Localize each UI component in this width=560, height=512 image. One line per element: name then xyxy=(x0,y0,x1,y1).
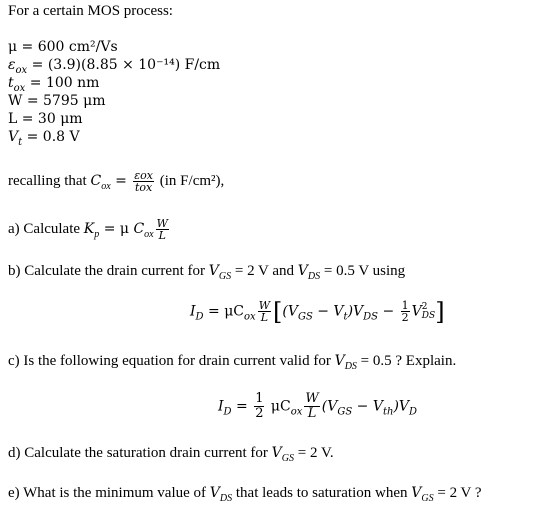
equation-c xyxy=(218,392,417,422)
question-b-vds-sub: DS xyxy=(307,271,321,282)
question-d xyxy=(8,444,334,468)
question-a-cox: C xyxy=(133,220,145,237)
question-e-vds: V xyxy=(209,485,220,501)
cox-symbol: C xyxy=(90,172,102,189)
question-d-vgs-sub: GS xyxy=(281,453,295,464)
eq-b-vds2-sup: 2 xyxy=(421,301,428,312)
question-c-vds-sub: DS xyxy=(344,361,357,372)
eq-c-cox-sub: ox xyxy=(290,406,303,418)
tox-value: = 100 nm xyxy=(25,75,100,91)
question-e xyxy=(8,484,482,508)
question-d-rest: = 2 V. xyxy=(294,445,334,461)
question-e-rest: = 2 V ? xyxy=(433,485,482,501)
recalling-equals: = xyxy=(110,172,132,189)
eq-c-half xyxy=(254,392,264,421)
question-b-mid2: = 0.5 V using xyxy=(320,263,406,279)
question-e-vgs-sub: GS xyxy=(421,493,434,504)
question-b-label: b) Calculate the drain current for xyxy=(8,263,209,279)
recalling-line xyxy=(8,170,224,196)
eq-b-inner-sub2: t xyxy=(343,311,348,323)
eq-c-half-den: 2 xyxy=(255,406,264,421)
question-a-fraction xyxy=(156,218,169,241)
eq-c-sub3: D xyxy=(409,406,418,418)
kp-symbol: K xyxy=(83,220,95,237)
cox-subscript: ox xyxy=(101,180,111,192)
question-a-mid: = μ xyxy=(99,220,134,237)
eq-b-id: I xyxy=(190,303,196,320)
eq-b-id-sub: D xyxy=(195,311,204,323)
question-c-rest: = 0.5 ? Explain. xyxy=(356,353,457,369)
eq-c-close: )V xyxy=(393,398,410,415)
question-a-label: a) Calculate xyxy=(8,220,84,237)
question-c-label: c) Is the following equation for drain current valid for xyxy=(8,353,335,369)
eq-c-id-sub: D xyxy=(223,406,232,418)
question-b-mid1: = 2 V and xyxy=(231,263,298,279)
question-b-vgs: V xyxy=(208,263,219,279)
eps-symbol: ε xyxy=(8,57,16,73)
eq-c-paren: (V xyxy=(321,398,338,415)
eq-b-vds2-sub: DS xyxy=(421,310,436,321)
question-e-label: e) What is the minimum value of xyxy=(8,485,210,501)
kp-subscript: p xyxy=(94,228,100,240)
question-e-mid: that leads to saturation when xyxy=(232,485,412,501)
question-a xyxy=(8,218,171,244)
cox-fraction-denominator: tox xyxy=(135,181,153,194)
eq-b-inner3: )V xyxy=(347,303,364,320)
eq-c-denominator: L xyxy=(307,406,317,421)
eq-b-half-num: 1 xyxy=(401,299,409,312)
question-e-vgs: V xyxy=(411,485,422,501)
eq-b-numerator: W xyxy=(258,299,270,312)
eq-c-id: I xyxy=(218,398,224,415)
tox-subscript: ox xyxy=(13,83,26,94)
cox-fraction xyxy=(133,170,154,193)
eq-b-right-bracket: ] xyxy=(435,297,445,326)
eq-b-vds2-scripts xyxy=(422,303,435,321)
question-b-vgs-sub: GS xyxy=(218,271,232,282)
eq-c-half-num: 1 xyxy=(255,391,264,406)
question-d-vgs: V xyxy=(271,445,282,461)
intro-text: For a certain MOS process: xyxy=(8,3,173,19)
question-e-vds-sub: DS xyxy=(219,493,233,504)
vt-symbol: V xyxy=(8,129,19,145)
vt-subscript: t xyxy=(18,137,23,148)
question-c-vds: V xyxy=(334,353,345,369)
eps-subscript: ox xyxy=(15,65,28,76)
eq-c-fraction xyxy=(304,392,319,421)
eq-c-numerator: W xyxy=(305,391,319,406)
eq-c-sub1: GS xyxy=(337,406,353,418)
equation-b xyxy=(190,297,445,327)
eq-b-minus: − xyxy=(378,303,399,320)
recalling-prefix: recalling that xyxy=(8,172,91,189)
vt-value: = 0.8 V xyxy=(22,129,80,145)
param-width: W = 5795 μm xyxy=(8,93,106,109)
question-b-vds: V xyxy=(297,263,308,279)
eq-c-equals: = xyxy=(231,398,253,415)
eq-b-inner-sub1: GS xyxy=(297,311,313,323)
eq-c-sub2: th xyxy=(382,406,394,418)
tox-symbol: t xyxy=(8,75,14,91)
eps-value: = (3.9)(8.85 × 10⁻¹⁴) F/cm xyxy=(27,57,221,73)
eq-b-half-den: 2 xyxy=(401,311,409,324)
eq-b-left-bracket: [ xyxy=(273,297,283,326)
eq-c-mu: μC xyxy=(266,398,291,415)
eq-b-cox-sub: ox xyxy=(244,311,256,323)
eq-b-mid: = μC xyxy=(203,303,245,320)
param-length: L = 30 μm xyxy=(8,111,83,127)
eq-b-half xyxy=(401,300,410,323)
eq-c-minus: − V xyxy=(352,398,383,415)
question-a-numerator: W xyxy=(156,217,168,230)
eq-b-inner2: − V xyxy=(312,303,344,320)
question-d-label: d) Calculate the saturation drain current for xyxy=(8,445,272,461)
eq-b-fraction xyxy=(258,300,271,323)
question-a-denominator: L xyxy=(158,229,166,242)
param-threshold xyxy=(8,128,80,152)
question-b xyxy=(8,262,405,286)
question-a-cox-sub: ox xyxy=(144,228,154,240)
eq-b-vds2: V xyxy=(411,303,422,320)
eq-b-denominator: L xyxy=(260,311,268,324)
param-mobility: μ = 600 cm²/Vs xyxy=(8,39,118,55)
eq-b-inner: (V xyxy=(282,303,298,320)
cox-fraction-numerator: εox xyxy=(134,169,154,182)
recalling-suffix: (in F/cm²), xyxy=(156,172,225,189)
eq-b-inner-sub3: DS xyxy=(363,311,379,323)
question-c xyxy=(8,352,456,376)
